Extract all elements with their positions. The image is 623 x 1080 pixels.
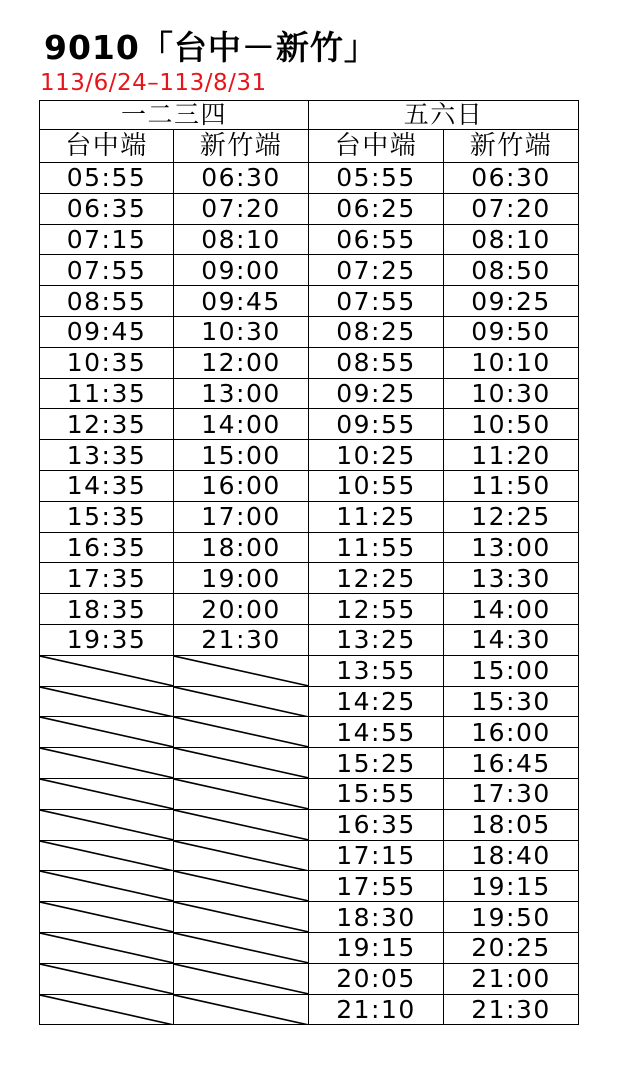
weekend-hsinchu-departure: 18:05 bbox=[444, 809, 579, 840]
no-service-slash bbox=[40, 656, 173, 686]
weekend-taichung-departure: 10:25 bbox=[309, 440, 444, 471]
weekend-hsinchu-departure: 16:00 bbox=[444, 717, 579, 748]
table-row bbox=[40, 717, 579, 748]
no-service-slash bbox=[40, 841, 173, 871]
weekend-hsinchu-departure: 21:00 bbox=[444, 963, 579, 994]
weekend-taichung-departure: 09:55 bbox=[309, 409, 444, 440]
weekend-hsinchu-departure: 14:30 bbox=[444, 624, 579, 655]
no-service-slash bbox=[40, 902, 173, 932]
weekday-hsinchu-empty bbox=[174, 778, 309, 809]
table-row bbox=[40, 655, 579, 686]
weekend-taichung-departure: 14:55 bbox=[309, 717, 444, 748]
no-service-slash bbox=[174, 871, 308, 901]
no-service-slash bbox=[174, 687, 308, 717]
table-row bbox=[40, 994, 579, 1025]
no-service-slash bbox=[174, 748, 308, 778]
weekday-taichung-empty bbox=[40, 871, 174, 902]
weekend-taichung-departure: 18:30 bbox=[309, 902, 444, 933]
weekday-taichung-departure: 19:35 bbox=[40, 624, 174, 655]
weekday-taichung-departure: 12:35 bbox=[40, 409, 174, 440]
weekend-taichung-departure: 17:15 bbox=[309, 840, 444, 871]
no-service-slash bbox=[40, 748, 173, 778]
weekend-taichung-departure: 08:55 bbox=[309, 347, 444, 378]
weekend-hsinchu-departure: 18:40 bbox=[444, 840, 579, 871]
no-service-slash bbox=[40, 687, 173, 717]
weekend-group-header: 五六日 bbox=[309, 101, 579, 130]
weekend-hsinchu-departure: 11:20 bbox=[444, 440, 579, 471]
weekday-taichung-empty bbox=[40, 994, 174, 1025]
weekend-hsinchu-departure: 14:00 bbox=[444, 594, 579, 625]
weekday-hsinchu-empty bbox=[174, 748, 309, 779]
weekday-hsinchu-header: 新竹端 bbox=[174, 130, 309, 163]
weekday-hsinchu-departure: 14:00 bbox=[174, 409, 309, 440]
no-service-slash bbox=[174, 841, 308, 871]
no-service-slash bbox=[40, 933, 173, 963]
weekend-taichung-departure: 15:25 bbox=[309, 748, 444, 779]
weekday-taichung-departure: 14:35 bbox=[40, 470, 174, 501]
weekday-hsinchu-departure: 20:00 bbox=[174, 594, 309, 625]
weekday-hsinchu-departure: 18:00 bbox=[174, 532, 309, 563]
weekday-hsinchu-departure: 12:00 bbox=[174, 347, 309, 378]
table-row bbox=[40, 748, 579, 779]
weekend-taichung-departure: 14:25 bbox=[309, 686, 444, 717]
no-service-slash bbox=[40, 779, 173, 809]
weekday-taichung-departure: 10:35 bbox=[40, 347, 174, 378]
weekday-taichung-empty bbox=[40, 655, 174, 686]
table-row bbox=[40, 440, 579, 471]
no-service-slash bbox=[174, 964, 308, 994]
weekday-hsinchu-empty bbox=[174, 963, 309, 994]
weekend-hsinchu-departure: 13:00 bbox=[444, 532, 579, 563]
table-row bbox=[40, 347, 579, 378]
weekend-taichung-departure: 06:55 bbox=[309, 224, 444, 255]
weekend-hsinchu-departure: 15:00 bbox=[444, 655, 579, 686]
weekday-taichung-departure: 05:55 bbox=[40, 163, 174, 194]
weekend-hsinchu-departure: 13:30 bbox=[444, 563, 579, 594]
no-service-slash bbox=[174, 717, 308, 747]
weekday-taichung-empty bbox=[40, 717, 174, 748]
weekend-hsinchu-departure: 09:25 bbox=[444, 286, 579, 317]
table-row bbox=[40, 932, 579, 963]
weekday-taichung-empty bbox=[40, 778, 174, 809]
weekday-taichung-departure: 13:35 bbox=[40, 440, 174, 471]
table-row bbox=[40, 963, 579, 994]
table-row bbox=[40, 163, 579, 194]
weekday-taichung-empty bbox=[40, 748, 174, 779]
weekday-hsinchu-empty bbox=[174, 655, 309, 686]
weekday-taichung-departure: 16:35 bbox=[40, 532, 174, 563]
table-row bbox=[40, 563, 579, 594]
table-row bbox=[40, 809, 579, 840]
weekend-taichung-departure: 05:55 bbox=[309, 163, 444, 194]
no-service-slash bbox=[40, 871, 173, 901]
weekend-hsinchu-departure: 10:30 bbox=[444, 378, 579, 409]
weekday-taichung-departure: 15:35 bbox=[40, 501, 174, 532]
validity-period: 113/6/24–113/8/31 bbox=[40, 70, 267, 96]
table-row bbox=[40, 193, 579, 224]
weekday-hsinchu-departure: 06:30 bbox=[174, 163, 309, 194]
no-service-slash bbox=[174, 779, 308, 809]
weekend-hsinchu-departure: 10:50 bbox=[444, 409, 579, 440]
weekday-taichung-empty bbox=[40, 932, 174, 963]
table-row bbox=[40, 840, 579, 871]
weekday-hsinchu-departure: 21:30 bbox=[174, 624, 309, 655]
weekend-taichung-departure: 15:55 bbox=[309, 778, 444, 809]
no-service-slash bbox=[174, 933, 308, 963]
weekend-taichung-departure: 20:05 bbox=[309, 963, 444, 994]
weekday-hsinchu-departure: 08:10 bbox=[174, 224, 309, 255]
weekday-hsinchu-departure: 10:30 bbox=[174, 316, 309, 347]
weekday-taichung-departure: 18:35 bbox=[40, 594, 174, 625]
weekend-taichung-departure: 17:55 bbox=[309, 871, 444, 902]
weekday-taichung-departure: 08:55 bbox=[40, 286, 174, 317]
weekend-taichung-departure: 07:25 bbox=[309, 255, 444, 286]
weekday-taichung-header: 台中端 bbox=[40, 130, 174, 163]
table-row bbox=[40, 594, 579, 625]
weekday-hsinchu-departure: 07:20 bbox=[174, 193, 309, 224]
weekend-taichung-departure: 06:25 bbox=[309, 193, 444, 224]
weekday-taichung-departure: 09:45 bbox=[40, 316, 174, 347]
weekday-hsinchu-departure: 17:00 bbox=[174, 501, 309, 532]
table-row bbox=[40, 532, 579, 563]
weekend-taichung-departure: 11:55 bbox=[309, 532, 444, 563]
weekend-hsinchu-departure: 20:25 bbox=[444, 932, 579, 963]
table-row bbox=[40, 224, 579, 255]
weekend-hsinchu-header: 新竹端 bbox=[444, 130, 579, 163]
no-service-slash bbox=[174, 995, 308, 1025]
table-row bbox=[40, 470, 579, 501]
table-row bbox=[40, 686, 579, 717]
weekday-taichung-empty bbox=[40, 963, 174, 994]
weekday-hsinchu-empty bbox=[174, 686, 309, 717]
weekday-taichung-departure: 17:35 bbox=[40, 563, 174, 594]
weekday-hsinchu-empty bbox=[174, 932, 309, 963]
no-service-slash bbox=[174, 902, 308, 932]
table-row bbox=[40, 409, 579, 440]
page-title: 9010「台中－新竹」 bbox=[44, 28, 378, 67]
no-service-slash bbox=[174, 810, 308, 840]
weekend-taichung-departure: 21:10 bbox=[309, 994, 444, 1025]
table-row bbox=[40, 871, 579, 902]
no-service-slash bbox=[40, 810, 173, 840]
weekend-hsinchu-departure: 08:50 bbox=[444, 255, 579, 286]
weekend-taichung-departure: 19:15 bbox=[309, 932, 444, 963]
table-row bbox=[40, 624, 579, 655]
weekday-taichung-departure: 07:15 bbox=[40, 224, 174, 255]
no-service-slash bbox=[40, 995, 173, 1025]
table-row bbox=[40, 778, 579, 809]
weekday-hsinchu-empty bbox=[174, 809, 309, 840]
weekend-hsinchu-departure: 08:10 bbox=[444, 224, 579, 255]
table-row bbox=[40, 316, 579, 347]
no-service-slash bbox=[40, 964, 173, 994]
weekday-hsinchu-empty bbox=[174, 717, 309, 748]
table-row bbox=[40, 902, 579, 933]
table-row bbox=[40, 378, 579, 409]
weekday-taichung-departure: 11:35 bbox=[40, 378, 174, 409]
weekend-hsinchu-departure: 11:50 bbox=[444, 470, 579, 501]
weekend-hsinchu-departure: 07:20 bbox=[444, 193, 579, 224]
weekend-taichung-departure: 09:25 bbox=[309, 378, 444, 409]
weekday-taichung-empty bbox=[40, 902, 174, 933]
weekday-taichung-empty bbox=[40, 809, 174, 840]
weekend-taichung-departure: 16:35 bbox=[309, 809, 444, 840]
weekend-taichung-departure: 12:55 bbox=[309, 594, 444, 625]
weekend-taichung-header: 台中端 bbox=[309, 130, 444, 163]
weekend-taichung-departure: 12:25 bbox=[309, 563, 444, 594]
weekend-taichung-departure: 13:55 bbox=[309, 655, 444, 686]
weekend-taichung-departure: 11:25 bbox=[309, 501, 444, 532]
weekday-hsinchu-departure: 09:00 bbox=[174, 255, 309, 286]
weekday-hsinchu-departure: 19:00 bbox=[174, 563, 309, 594]
weekend-taichung-departure: 13:25 bbox=[309, 624, 444, 655]
weekend-taichung-departure: 08:25 bbox=[309, 316, 444, 347]
weekday-taichung-empty bbox=[40, 686, 174, 717]
weekend-hsinchu-departure: 19:15 bbox=[444, 871, 579, 902]
weekday-hsinchu-departure: 16:00 bbox=[174, 470, 309, 501]
table-row bbox=[40, 501, 579, 532]
weekday-taichung-departure: 06:35 bbox=[40, 193, 174, 224]
terminal-header-row bbox=[40, 130, 579, 163]
weekend-hsinchu-departure: 12:25 bbox=[444, 501, 579, 532]
weekday-hsinchu-departure: 09:45 bbox=[174, 286, 309, 317]
bus-timetable bbox=[39, 100, 579, 1025]
weekend-hsinchu-departure: 17:30 bbox=[444, 778, 579, 809]
weekday-hsinchu-departure: 15:00 bbox=[174, 440, 309, 471]
weekday-taichung-empty bbox=[40, 840, 174, 871]
no-service-slash bbox=[40, 717, 173, 747]
weekend-hsinchu-departure: 10:10 bbox=[444, 347, 579, 378]
timetable-body bbox=[40, 163, 579, 1025]
weekday-taichung-departure: 07:55 bbox=[40, 255, 174, 286]
weekday-hsinchu-empty bbox=[174, 902, 309, 933]
weekend-hsinchu-departure: 19:50 bbox=[444, 902, 579, 933]
weekend-taichung-departure: 07:55 bbox=[309, 286, 444, 317]
weekend-hsinchu-departure: 09:50 bbox=[444, 316, 579, 347]
table-row bbox=[40, 255, 579, 286]
weekend-hsinchu-departure: 21:30 bbox=[444, 994, 579, 1025]
no-service-slash bbox=[174, 656, 308, 686]
weekday-group-header: 一二三四 bbox=[40, 101, 309, 130]
weekday-hsinchu-empty bbox=[174, 994, 309, 1025]
weekday-hsinchu-empty bbox=[174, 840, 309, 871]
table-row bbox=[40, 286, 579, 317]
day-group-header-row bbox=[40, 101, 579, 130]
weekday-hsinchu-departure: 13:00 bbox=[174, 378, 309, 409]
weekend-hsinchu-departure: 06:30 bbox=[444, 163, 579, 194]
weekday-hsinchu-empty bbox=[174, 871, 309, 902]
weekend-hsinchu-departure: 16:45 bbox=[444, 748, 579, 779]
weekend-hsinchu-departure: 15:30 bbox=[444, 686, 579, 717]
weekend-taichung-departure: 10:55 bbox=[309, 470, 444, 501]
